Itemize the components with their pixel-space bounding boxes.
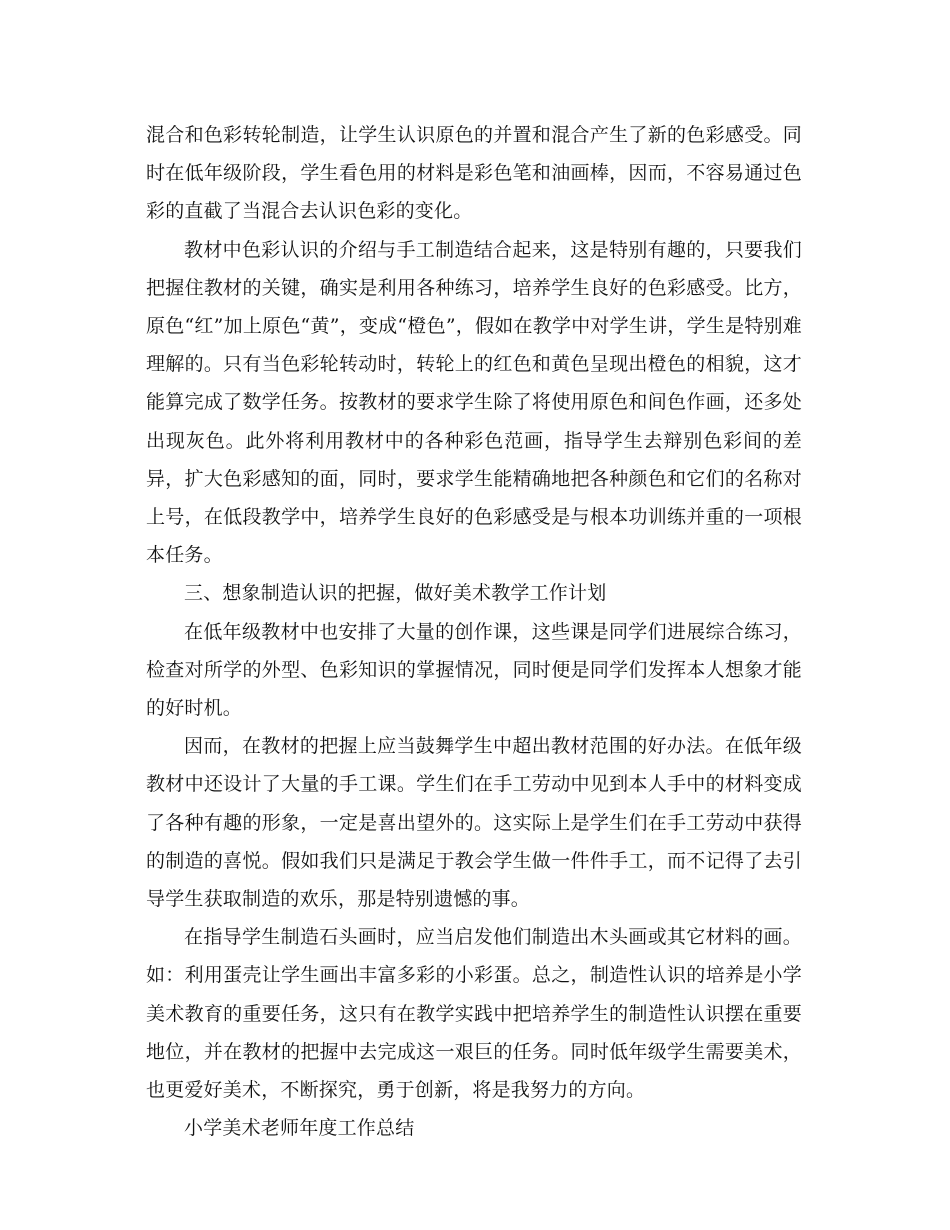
- paragraph-handicraft: 因而，在教材的把握上应当鼓舞学生中超出教材范围的好办法。在低年级教材中还设计了大量的手工课。学生们在手工劳动中见到本人手中的材料变成了各种有趣的形象，一定是喜出望外的。这实际上是学生们在手工劳动中获得的制造的喜悦。假如我们只是满足于教会学生做一件件手工，而不记得了去引导学生获取制造的欢乐，那是特别遗憾的事。: [146, 735, 802, 911]
- document-subtitle: 小学美术老师年度工作总结: [184, 1117, 415, 1140]
- paragraph-continuation: 混合和色彩转轮制造，让学生认识原色的并置和混合产生了新的色彩感受。同时在低年级阶段，学生看色用的材料是彩色笔和油画棒，因而，不容易通过色彩的直截了当混合去认识色彩的变化。: [146, 124, 802, 223]
- paragraph-stone-painting: 在指导学生制造石头画时，应当启发他们制造出木头画或其它材料的画。如：利用蛋壳让学生画出丰富多彩的小彩蛋。总之，制造性认识的培养是小学美术教育的重要任务，这只有在教学实践中把培养学生的制造性认识摆在重要地位，并在教材的把握中去完成这一艰巨的任务。同时低年级学生需要美术，也更爱好美术，不断探究，勇于创新，将是我努力的方向。: [146, 926, 802, 1102]
- paragraph-creative-lessons: 在低年级教材中也安排了大量的创作课，这些课是同学们进展综合练习，检查对所学的外型、色彩知识的掌握情况，同时便是同学们发挥本人想象才能的好时机。: [146, 620, 802, 720]
- paragraph-color-teaching: 教材中色彩认识的介绍与手工制造结合起来，这是特别有趣的，只要我们把握住教材的关键，确实是利用各种练习，培养学生良好的色彩感受。比方，原色“红”加上原色“黄”，变成“橙色”，假如在教学中对学生讲，学生是特别难理解的。只有当色彩轮转动时，转轮上的红色和黄色呈现出橙色的相貌，这才能算完成了数学任务。按教材的要求学生除了将使用原色和间色作画，还多处出现灰色。此外将利用教材中的各种彩色范画，指导学生去辩别色彩间的差异，扩大色彩感知的面，同时，要求学生能精确地把各种颜色和它们的名称对上号，在低段教学中，培养学生良好的色彩感受是与根本功训练并重的一项根本任务。: [146, 238, 802, 567]
- section-heading: 三、想象制造认识的把握，做好美术教学工作计划: [184, 582, 607, 605]
- document-body: [146, 116, 802, 1147]
